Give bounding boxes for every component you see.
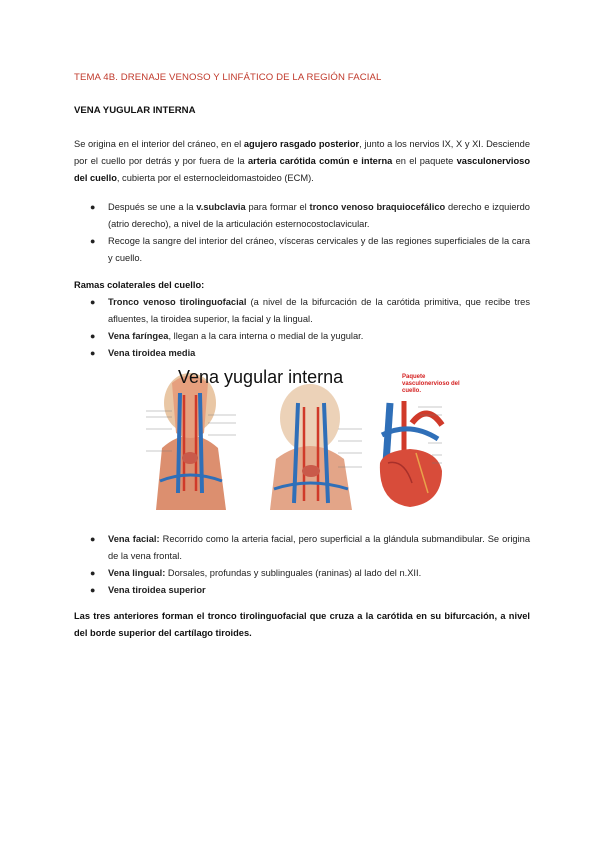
conclusion-paragraph: Las tres anteriores forman el tronco tirolinguofacial que cruza a la carótida en su bifurcación, a nivel del borde superior del cartílago tiroides.	[74, 611, 530, 638]
list-item: ● Vena facial: Recorrido como la arteria facial, pero superficial a la glándula submandibular. Se origina de la vena frontal.	[74, 531, 530, 565]
bullet-icon: ●	[90, 331, 96, 341]
bullet-list-afluentes	[74, 531, 530, 599]
list-item: ● Después se une a la v.subclavia para formar el tronco venoso braquiocefálico derecho e izquierdo (atrio derecho), a nivel de la articulación esternocostoclavicular.	[74, 199, 530, 233]
bullet-icon: ●	[90, 585, 96, 595]
bullet-icon: ●	[90, 297, 96, 307]
neck-dissection-illustration	[146, 373, 236, 510]
list-item: ● Tronco venoso tirolinguofacial (a nivel de la bifurcación de la carótida primitiva, que recibe tres afluentes, la tiroidea superior, la facial y la lingual.	[74, 294, 530, 328]
list-item: ● Recoge la sangre del interior del cráneo, vísceras cervicales y de las regiones superficiales de la cara y cuello.	[74, 233, 530, 267]
figure-title: Vena yugular interna	[178, 367, 344, 387]
figure-label: Paquete vasculonervioso del cuello.	[402, 374, 460, 394]
deep-neck-illustration	[270, 384, 362, 510]
bullet-icon: ●	[90, 534, 96, 544]
bullet-icon: ●	[90, 236, 96, 246]
document-title: TEMA 4B. DRENAJE VENOSO Y LINFÁTICO DE LA REGIÓN FACIAL	[74, 72, 382, 83]
bullet-icon: ●	[90, 202, 96, 212]
bullet-list-ramas	[74, 294, 530, 362]
list-item: ● Vena faríngea, llegan a la cara interna o medial de la yugular.	[74, 328, 530, 345]
list-item: ● Vena tiroidea media	[74, 345, 530, 362]
section-heading: VENA YUGULAR INTERNA	[74, 105, 196, 116]
list-item: ● Vena lingual: Dorsales, profundas y sublinguales (raninas) al lado del n.XII.	[74, 565, 530, 582]
bullet-icon: ●	[90, 348, 96, 358]
bullet-list-main	[74, 199, 530, 267]
heart-vessels-illustration	[380, 401, 442, 507]
list-item: ● Vena tiroidea superior	[74, 582, 530, 599]
bullet-icon: ●	[90, 568, 96, 578]
intro-paragraph: Se origina en el interior del cráneo, en el agujero rasgado posterior, junto a los nervios IX, X y XI. Desciende por el cuello por detrás y por fuera de la arteria carótida común e interna en el paquete vasculonervioso del cuello, cubierta por el esternocleidomastoideo (ECM).	[74, 139, 531, 183]
ramas-heading: Ramas colaterales del cuello:	[74, 280, 205, 290]
